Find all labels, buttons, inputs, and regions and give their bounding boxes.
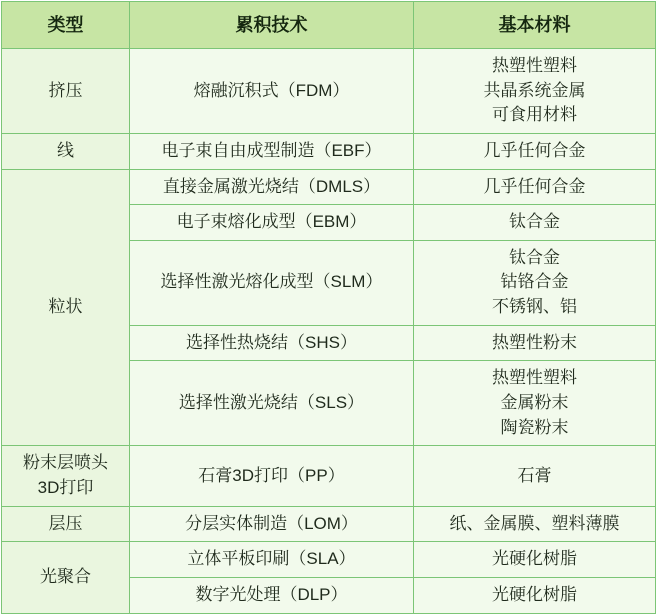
- table-header-row: [2, 2, 656, 49]
- cell-technology: [130, 361, 414, 446]
- cell-type: [2, 133, 130, 169]
- cell-material-line: 钴铬合金: [500, 272, 569, 292]
- cell-material-line: 钛合金: [509, 212, 560, 232]
- cell-material-line: 热塑性塑料: [492, 368, 577, 388]
- cell-type-line: 光聚合: [40, 567, 91, 587]
- cell-type: [2, 506, 130, 542]
- table-row: [2, 542, 656, 578]
- cell-material: [414, 169, 656, 205]
- cell-technology: [130, 49, 414, 134]
- table-row: [2, 506, 656, 542]
- cell-material-line: 热塑性粉末: [492, 332, 577, 352]
- table-row: [2, 446, 656, 506]
- cell-material-line: 金属粉末: [500, 393, 569, 413]
- cell-type: [2, 542, 130, 613]
- column-header-technology: 累积技术: [130, 2, 414, 49]
- cell-technology: [130, 325, 414, 361]
- cell-type-line: 粒状: [48, 297, 83, 317]
- cell-material: [414, 446, 656, 506]
- cell-material: [414, 542, 656, 578]
- cell-type-line: 挤压: [48, 80, 83, 100]
- additive-manufacturing-table-container: [0, 1, 656, 604]
- cell-material-line: 光硬化树脂: [492, 584, 577, 604]
- cell-material-line: 几乎任何合金: [483, 176, 586, 196]
- cell-technology: [130, 446, 414, 506]
- cell-technology-line: 立体平板印刷（SLA）: [187, 549, 356, 569]
- cell-technology-line: 数字光处理（DLP）: [195, 584, 348, 604]
- cell-material-line: 陶瓷粉末: [500, 417, 569, 437]
- cell-technology-line: 选择性激光熔化成型（SLM）: [160, 272, 383, 292]
- cell-material-line: 热塑性塑料: [492, 56, 577, 75]
- cell-material: [414, 240, 656, 325]
- cell-type: [2, 446, 130, 506]
- table-row: [2, 133, 656, 169]
- cell-type: [2, 169, 130, 446]
- cell-technology-line: 分层实体制造（LOM）: [185, 513, 358, 533]
- cell-material: [414, 325, 656, 361]
- cell-material-line: 纸、金属膜、塑料薄膜: [449, 513, 620, 533]
- cell-technology: [130, 133, 414, 169]
- column-header-type: 类型: [2, 2, 130, 49]
- cell-technology: [130, 240, 414, 325]
- cell-material: [414, 205, 656, 241]
- cell-technology-line: 选择性热烧结（SHS）: [186, 332, 357, 352]
- cell-type-line: 线: [57, 140, 74, 160]
- cell-material-line: 几乎任何合金: [483, 140, 586, 160]
- cell-material-line: 可食用材料: [492, 105, 577, 125]
- cell-technology-line: 电子束熔化成型（EBM）: [176, 212, 367, 232]
- table-row: [2, 49, 656, 134]
- cell-material-line: 钛合金: [509, 247, 560, 267]
- cell-material: [414, 361, 656, 446]
- cell-material-line: 共晶系统金属: [483, 80, 586, 100]
- cell-technology: [130, 169, 414, 205]
- cell-type-line: 3D打印: [37, 477, 94, 497]
- cell-material: [414, 133, 656, 169]
- cell-material-line: 石膏: [517, 465, 552, 485]
- cell-material: [414, 577, 656, 613]
- cell-type-line: 层压: [48, 513, 83, 533]
- table-body: [2, 49, 656, 614]
- cell-technology: [130, 506, 414, 542]
- cell-technology: [130, 205, 414, 241]
- cell-technology-line: 石膏3D打印（PP）: [198, 465, 345, 485]
- cell-material: [414, 49, 656, 134]
- cell-technology-line: 直接金属激光烧结（DMLS）: [162, 176, 381, 196]
- cell-material-line: 不锈钢、铝: [492, 297, 577, 317]
- cell-material-line: 光硬化树脂: [492, 549, 577, 569]
- cell-technology-line: 选择性激光烧结（SLS）: [178, 393, 365, 413]
- cell-material: [414, 506, 656, 542]
- column-header-material: 基本材料: [414, 2, 656, 49]
- cell-technology-line: 电子束自由成型制造（EBF）: [161, 140, 382, 160]
- cell-technology-line: 熔融沉积式（FDM）: [193, 80, 350, 100]
- cell-type-line: 粉末层喷头: [23, 453, 108, 473]
- cell-technology: [130, 577, 414, 613]
- table-header: [2, 2, 656, 49]
- cell-technology: [130, 542, 414, 578]
- cell-type: [2, 49, 130, 134]
- additive-manufacturing-table: [1, 1, 656, 614]
- table-row: [2, 169, 656, 205]
